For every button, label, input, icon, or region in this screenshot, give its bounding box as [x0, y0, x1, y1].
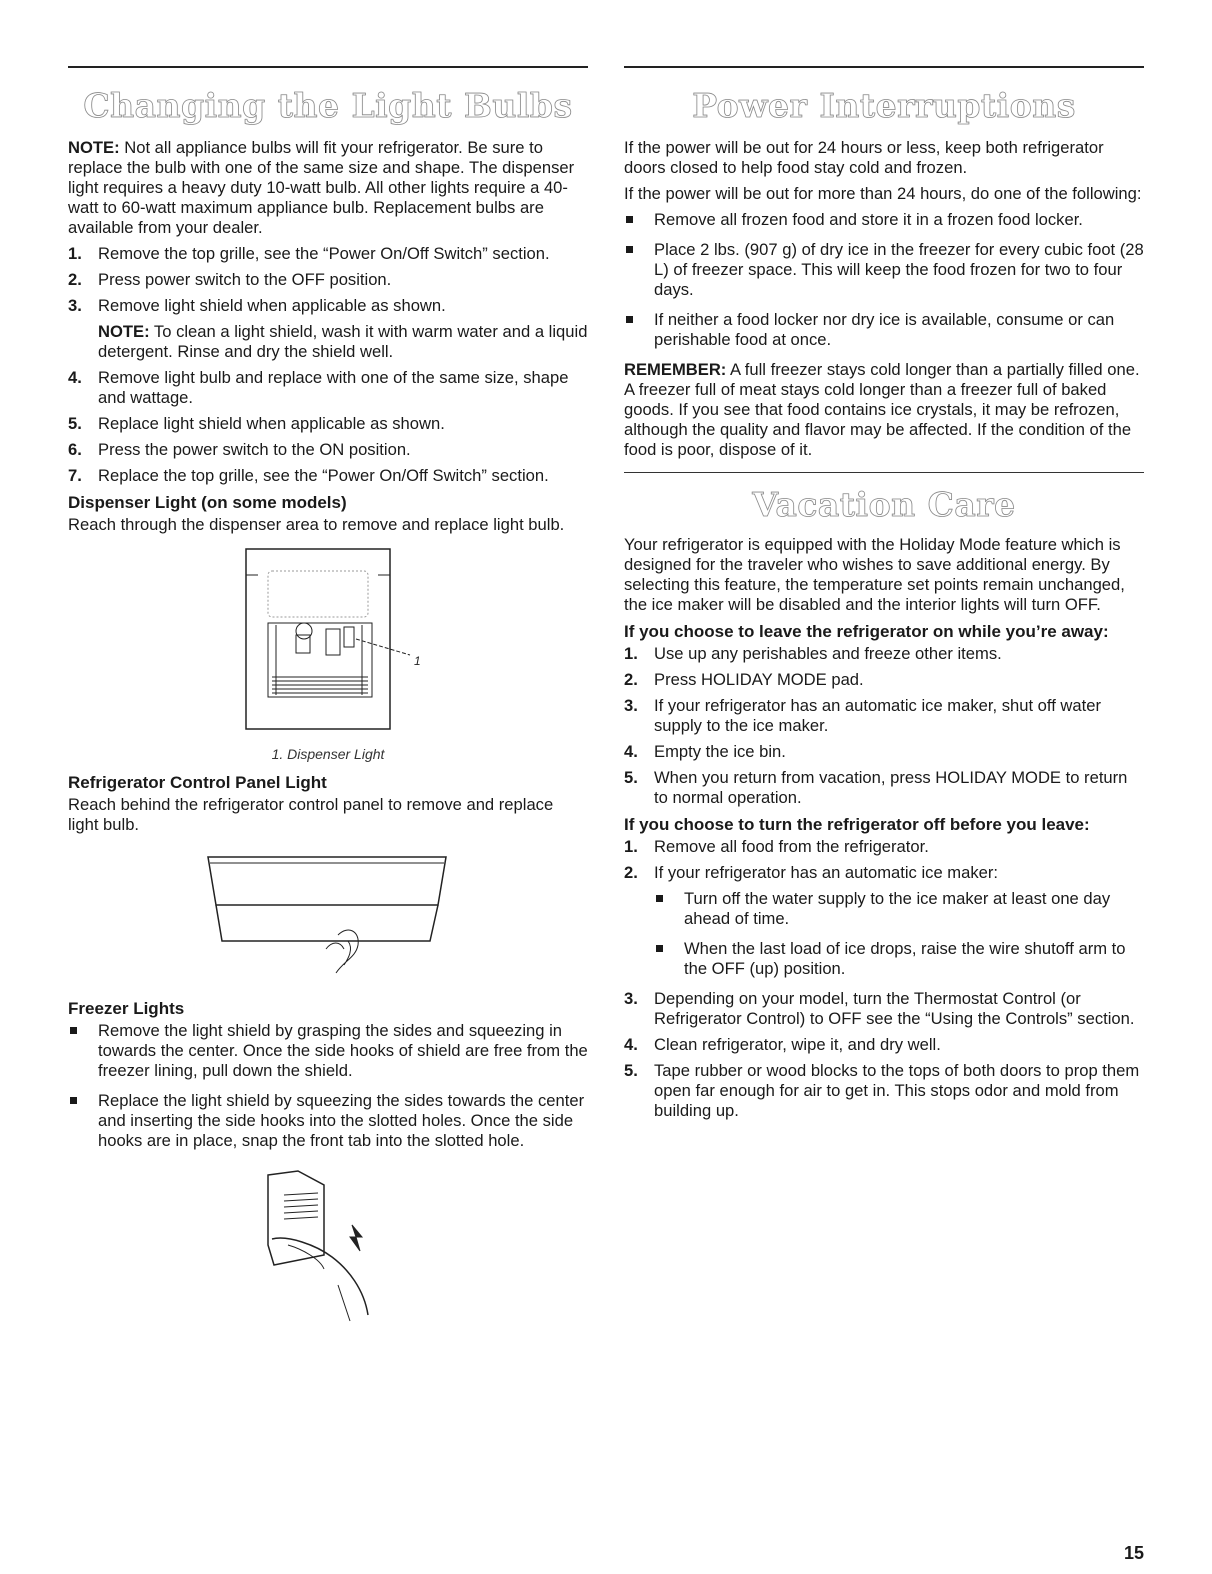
freezer-light-figure — [68, 1161, 588, 1330]
step3-note-text: To clean a light shield, wash it with warm water and a liquid detergent. Rinse and dry the shield well. — [98, 322, 588, 361]
list-item — [624, 742, 1144, 762]
step-number: 2. — [624, 863, 638, 882]
bullet-text: Remove the light shield by grasping the sides and squeezing in towards the center. Once the side hooks of shield are free from the freezer lining, pull down the shield. — [98, 1021, 588, 1080]
step-number: 4. — [68, 368, 82, 387]
control-panel-figure — [68, 841, 588, 990]
step-text: Remove light shield when applicable as shown. — [98, 296, 446, 315]
bullet-text: Place 2 lbs. (907 g) of dry ice in the freezer for every cubic foot (28 L) of freezer space. This will keep the food frozen for two to four days. — [654, 240, 1144, 299]
list-item — [68, 440, 588, 460]
list-item — [624, 1035, 1144, 1055]
list-item — [624, 310, 1144, 350]
step-number: 3. — [624, 989, 638, 1008]
list-item — [654, 939, 1144, 979]
bullet-square-icon — [70, 1097, 77, 1104]
section-rule — [68, 66, 588, 68]
list-item — [624, 768, 1144, 808]
step-text: If your refrigerator has an automatic ice maker: — [654, 863, 999, 882]
power-bullets — [624, 210, 1144, 350]
bullet-text: If neither a food locker nor dry ice is available, consume or can perishable food at once. — [654, 310, 1115, 349]
list-item — [624, 1061, 1144, 1121]
note-paragraph — [68, 138, 588, 238]
dispenser-caption: 1. Dispenser Light — [271, 746, 385, 762]
freezer-bullets — [68, 1021, 588, 1151]
step-number: 2. — [624, 670, 638, 689]
step-number: 3. — [624, 696, 638, 715]
power-paragraph-2: If the power will be out for more than 24 hours, do one of the following: — [624, 184, 1142, 203]
turn-off-heading: If you choose to turn the refrigerator off before you leave: — [624, 815, 1090, 834]
list-item — [68, 244, 588, 264]
list-item — [624, 863, 1144, 979]
bullet-text: When the last load of ice drops, raise the wire shutoff arm to the OFF (up) position. — [684, 939, 1126, 978]
list-item — [624, 989, 1144, 1029]
power-interruptions-title: Power Interruptions — [692, 86, 1076, 125]
bullet-square-icon — [626, 246, 633, 253]
step-text: Depending on your model, turn the Thermostat Control (or Refrigerator Control) to OFF see the “Using the Controls” section. — [654, 989, 1135, 1028]
list-item — [68, 270, 588, 290]
bulb-steps — [68, 244, 588, 486]
leave-on-heading: If you choose to leave the refrigerator on while you’re away: — [624, 622, 1109, 641]
step-text: Empty the ice bin. — [654, 742, 786, 761]
note-text: Not all appliance bulbs will fit your refrigerator. Be sure to replace the bulb with one of the same size and shape. The dispenser light requires a heavy duty 10-watt bulb. All other lights require a 40-watt to 60-watt maximum appliance bulb. Replacement bulbs are available from your dealer. — [68, 138, 575, 237]
list-item — [624, 670, 1144, 690]
step-text: Press power switch to the OFF position. — [98, 270, 392, 289]
step-number: 2. — [68, 270, 82, 289]
control-panel-illustration — [198, 845, 458, 985]
step3-note — [98, 322, 588, 362]
freezer-lights-heading: Freezer Lights — [68, 999, 185, 1018]
list-item — [68, 1021, 588, 1081]
step-number: 4. — [624, 1035, 638, 1054]
step-text: Replace light shield when applicable as shown. — [98, 414, 445, 433]
step-number: 5. — [68, 414, 82, 433]
vacation-paragraph: Your refrigerator is equipped with the Holiday Mode feature which is designed for the traveler who wishes to save additional energy. By selecting this feature, the temperature set points remain unchanged, the ice maker will be disabled and the interior lights will turn OFF. — [624, 535, 1125, 614]
dispenser-light-text: Reach through the dispenser area to remove and replace light bulb. — [68, 515, 565, 534]
bullet-text: Replace the light shield by squeezing the sides towards the center and inserting the side hooks into the slotted holes. Once the side hooks are in place, snap the front tab into the slotted hole. — [98, 1091, 585, 1150]
control-panel-light-heading: Refrigerator Control Panel Light — [68, 773, 327, 792]
step-text: Press HOLIDAY MODE pad. — [654, 670, 864, 689]
list-item — [68, 414, 588, 434]
step-number: 5. — [624, 1061, 638, 1080]
bullet-square-icon — [626, 316, 633, 323]
list-item — [624, 837, 1144, 857]
step-text: Use up any perishables and freeze other items. — [654, 644, 1002, 663]
step-number: 1. — [624, 644, 638, 663]
step-text: Remove light bulb and replace with one of the same size, shape and wattage. — [98, 368, 569, 407]
step-number: 1. — [624, 837, 638, 856]
note-label: NOTE: — [68, 138, 120, 157]
section-rule — [624, 66, 1144, 68]
remember-text: A full freezer stays cold longer than a partially filled one. A freezer full of meat stays cold longer than a freezer full of baked goods. If you see that food contains ice crystals, it may be refrozen, although the quality and flavor may be affected. If the condition of the food is poor, dispose of it. — [624, 360, 1140, 459]
bullet-square-icon — [656, 895, 663, 902]
ice-maker-sub-bullets — [654, 889, 1144, 979]
step-text: Tape rubber or wood blocks to the tops of both doors to prop them open far enough for air to get in. This stops odor and mold from building up. — [654, 1061, 1140, 1120]
remember-paragraph — [624, 360, 1144, 460]
bullet-text: Remove all frozen food and store it in a frozen food locker. — [654, 210, 1083, 229]
remember-label: REMEMBER: — [624, 360, 727, 379]
list-item — [68, 368, 588, 408]
list-item — [624, 696, 1144, 736]
right-column — [624, 66, 1144, 1127]
step-text: When you return from vacation, press HOLIDAY MODE to return to normal operation. — [654, 768, 1128, 807]
dispenser-light-figure — [68, 541, 588, 762]
step-number: 7. — [68, 466, 82, 485]
dispenser-light-heading: Dispenser Light (on some models) — [68, 493, 347, 512]
power-paragraph-1: If the power will be out for 24 hours or less, keep both refrigerator doors closed to help food stay cold and frozen. — [624, 138, 1104, 177]
step-text: Press the power switch to the ON position. — [98, 440, 411, 459]
vacation-care-title: Vacation Care — [752, 485, 1016, 524]
step-number: 5. — [624, 768, 638, 787]
step-number: 4. — [624, 742, 638, 761]
step-text: Remove the top grille, see the “Power On/Off Switch” section. — [98, 244, 550, 263]
list-item — [624, 644, 1144, 664]
bullet-square-icon — [626, 216, 633, 223]
list-item — [68, 296, 588, 362]
step-text: If your refrigerator has an automatic ice maker, shut off water supply to the ice maker. — [654, 696, 1102, 735]
step-number: 6. — [68, 440, 82, 459]
dispenser-callout: 1 — [414, 654, 421, 668]
step-text: Replace the top grille, see the “Power On/Off Switch” section. — [98, 466, 549, 485]
step-text: Remove all food from the refrigerator. — [654, 837, 929, 856]
list-item — [624, 210, 1144, 230]
changing-light-bulbs-title: Changing the Light Bulbs — [83, 86, 573, 125]
list-item — [68, 466, 588, 486]
bullet-square-icon — [70, 1027, 77, 1034]
list-item — [624, 240, 1144, 300]
leave-on-steps — [624, 644, 1144, 808]
control-panel-light-text: Reach behind the refrigerator control panel to remove and replace light bulb. — [68, 795, 554, 834]
section-rule — [624, 472, 1144, 473]
left-column — [68, 66, 588, 1330]
dispenser-illustration — [228, 547, 428, 737]
bullet-square-icon — [656, 945, 663, 952]
freezer-light-illustration — [228, 1165, 428, 1325]
step-number: 1. — [68, 244, 82, 263]
bullet-text: Turn off the water supply to the ice maker at least one day ahead of time. — [684, 889, 1111, 928]
turn-off-steps — [624, 837, 1144, 1121]
step3-note-label: NOTE: — [98, 322, 150, 341]
step-text: Clean refrigerator, wipe it, and dry well. — [654, 1035, 941, 1054]
step-number: 3. — [68, 296, 82, 315]
page-number: 15 — [1123, 1543, 1144, 1563]
list-item — [654, 889, 1144, 929]
list-item — [68, 1091, 588, 1151]
